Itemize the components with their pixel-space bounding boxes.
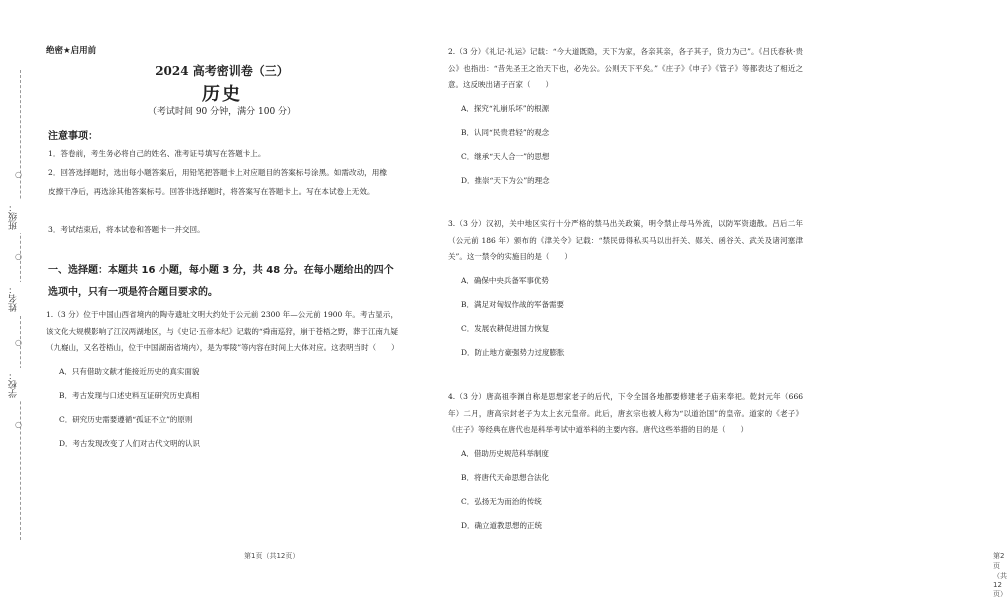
question-stem: 3.（3 分）汉初，关中地区实行十分严格的禁马出关政策，明令禁止母马外流，以防军资遗散。吕后二年（公元前 186 年）颁布的《津关令》记载：“禁民毋得私买马以出扞关、郧关、函谷关、武关及诸河塞津关”。这一禁令的实施目的是（ ） xyxy=(448,219,803,262)
option-b: B．将唐代天命思想合法化 xyxy=(461,472,550,482)
option-c: C．继承“天人合一”的思想 xyxy=(461,151,550,161)
option-b: B．认同“民贵君轻”的观念 xyxy=(461,127,550,137)
left-page xyxy=(46,0,398,580)
option-d: D．确立道教思想的正统 xyxy=(461,520,543,530)
secret-label: 绝密★启用前 xyxy=(46,46,97,56)
notice-item: 2．回答选择题时，选出每小题答案后，用铅笔把答题卡上对应题目的答案标号涂黑。如需改动，用橡皮擦干净后，再选涂其他答案标号。回答非选择题时，将答案写在答题卡上。写在本试卷上无效。 xyxy=(48,168,387,196)
question-stem: 2.（3 分）《礼记·礼运》记载：“今大道既隐，天下为家，各亲其亲，各子其子，货力为己”。《吕氏春秋·贵公》也指出：“昔先圣王之治天下也，必先公。公则天下平矣。”《庄子》《申子》《管子》等都表达了相近之意。这反映出诸子百家（ ） xyxy=(448,47,803,90)
option-d: D．推崇“天下为公”的理念 xyxy=(461,175,550,185)
exam-time-note: （考试时间 90 分钟，满分 100 分） xyxy=(147,107,297,117)
right-page xyxy=(448,0,1007,598)
exam-title: 2024 高考密训卷（三） xyxy=(155,64,289,78)
option-a: A．确保中央兵备军事优势 xyxy=(461,275,549,285)
option-b: B．满足对匈奴作战的军备需要 xyxy=(461,299,565,309)
option-a: A．只有借助文献才能接近历史的真实面貌 xyxy=(59,366,200,376)
option-a: A．探究“礼崩乐坏”的根源 xyxy=(461,103,550,113)
binding-field-name: 姓名： xyxy=(9,282,23,315)
page-footer-right: 第2页（共12页） xyxy=(993,552,1007,598)
page-footer-left: 第1页（共12页） xyxy=(244,552,300,560)
option-d: D．考古发现改变了人们对古代文明的认识 xyxy=(59,438,201,448)
notice-heading: 注意事项： xyxy=(48,131,98,142)
option-b: B．考古发现与口述史料互证研究历史真相 xyxy=(59,390,200,400)
subject-title: 历史 xyxy=(202,84,242,105)
question-1 xyxy=(46,307,398,450)
binding-field-class: 班级： xyxy=(9,200,23,233)
binding-strip xyxy=(0,0,34,580)
option-c: C．发展农耕促进国力恢复 xyxy=(461,323,550,333)
question-2 xyxy=(448,44,803,187)
option-a: A．借助历史规范科举制度 xyxy=(461,448,549,458)
binding-separator: ○ xyxy=(15,252,22,261)
question-3 xyxy=(448,216,803,359)
question-stem: 1.（3 分）位于中国山西省境内的陶寺遗址文明大约处于公元前 2300 年—公元前 1900 年。考古显示，该文化大规模影响了江汉两湖地区，与《史记·五帝本纪》记载的“舜南巡狩，崩于苍梧之野，葬于江南九疑（九嶷山，又名苍梧山，位于中国湖南省境内），是为零陵”等内容在时间上大体对应。这表明当时（ ） xyxy=(46,310,399,353)
option-c: C．弘扬无为而治的传统 xyxy=(461,496,542,506)
option-c: C．研究历史需要遵循“孤证不立”的原则 xyxy=(59,414,193,424)
notice-item: 3．考试结束后，将本试卷和答题卡一并交回。 xyxy=(48,225,205,234)
binding-separator: ○ xyxy=(15,420,22,429)
option-d: D．防止地方豪强势力过度膨胀 xyxy=(461,347,565,357)
question-stem: 4.（3 分）唐高祖李渊自称是思想家老子的后代，下令全国各地都要修建老子庙来奉祀。乾封元年（666 年）二月，唐高宗封老子为太上玄元皇帝。此后，唐玄宗也被人称为“以道治国”的皇帝。道家的《老子》《庄子》等经典在唐代也是科举考试中道举科的主要内容。唐代这些举措的目的是（ ） xyxy=(448,392,803,435)
binding-separator: ○ xyxy=(15,338,22,347)
binding-field-school: 学校： xyxy=(9,368,23,401)
section-title: 一、选择题：本题共 16 小题，每小题 3 分，共 48 分。在每小题给出的四个选项中，只有一项是符合题目要求的。 xyxy=(48,265,394,298)
question-4 xyxy=(448,389,803,532)
binding-separator: ○ xyxy=(15,170,22,179)
notice-item: 1．答卷前，考生务必将自己的姓名、准考证号填写在答题卡上。 xyxy=(48,149,266,158)
